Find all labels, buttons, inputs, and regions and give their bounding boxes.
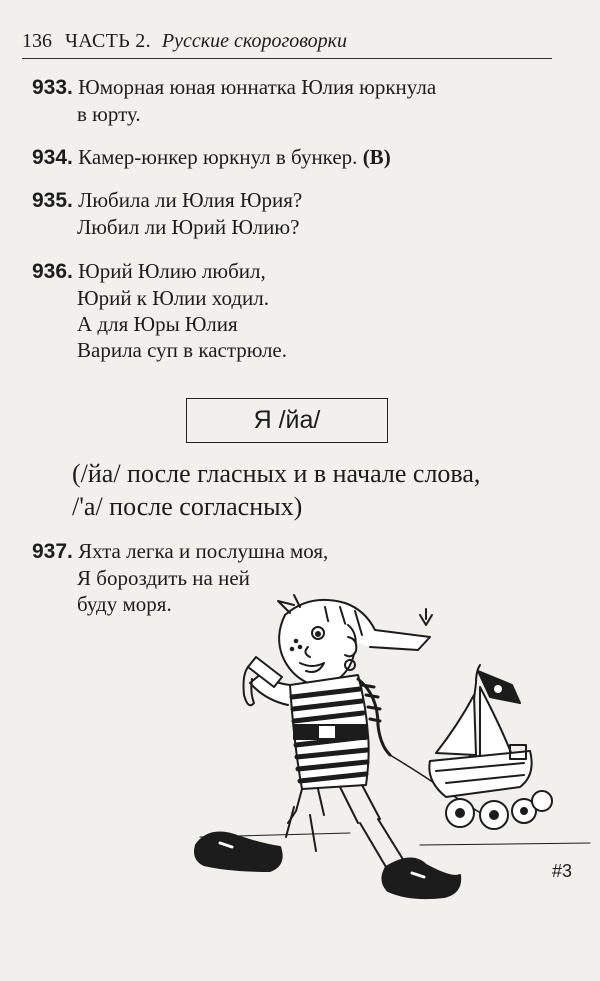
entry-line: Я бороздить на ней: [77, 566, 250, 590]
page-number: 136: [22, 30, 52, 52]
pirate-boy-pulling-toy-ship-icon: [190, 575, 600, 925]
entry-line: Яхта легка и послушна моя,: [78, 539, 329, 563]
entry-line: буду моря.: [77, 592, 172, 616]
entry-line: Любил ли Юрий Юлию?: [77, 215, 300, 239]
entry-mark: (В): [362, 145, 391, 169]
entry-934: [32, 144, 391, 171]
entry-number: 935.: [32, 189, 73, 212]
entry-line: А для Юры Юлия: [77, 312, 238, 336]
header-rule: [22, 58, 552, 59]
ship-label: #3: [552, 861, 573, 881]
entry-line: Варила суп в кастрюле.: [77, 338, 287, 362]
entry-line: Юморная юная юннатка Юлия юркнула: [78, 75, 437, 99]
entry-933: [32, 74, 436, 127]
letter-heading-box: Я /йа/: [186, 398, 388, 443]
pronunciation-note: [72, 457, 480, 523]
chapter-subtitle: Русские скороговорки: [161, 30, 348, 52]
note-line: (/йа/ после гласных и в начале слова,: [72, 459, 481, 488]
entry-number: 936.: [32, 260, 73, 283]
entry-935: [32, 187, 302, 240]
entry-line: Юрий Юлию любил,: [78, 259, 266, 283]
chapter-label: ЧАСТЬ 2.: [65, 30, 151, 52]
entry-line: Юрий к Юлии ходил.: [77, 286, 270, 310]
entry-line: Любила ли Юлия Юрия?: [78, 188, 303, 212]
entry-number: 934.: [32, 146, 73, 169]
entry-number: 937.: [32, 540, 73, 563]
entry-936: [32, 258, 287, 363]
page-header: [22, 26, 552, 56]
entry-number: 933.: [32, 76, 73, 99]
entry-line: в юрту.: [77, 102, 141, 126]
entry-line: Камер-юнкер юркнул в бункер.: [78, 145, 358, 169]
note-line: /'а/ после согласных): [72, 492, 303, 521]
